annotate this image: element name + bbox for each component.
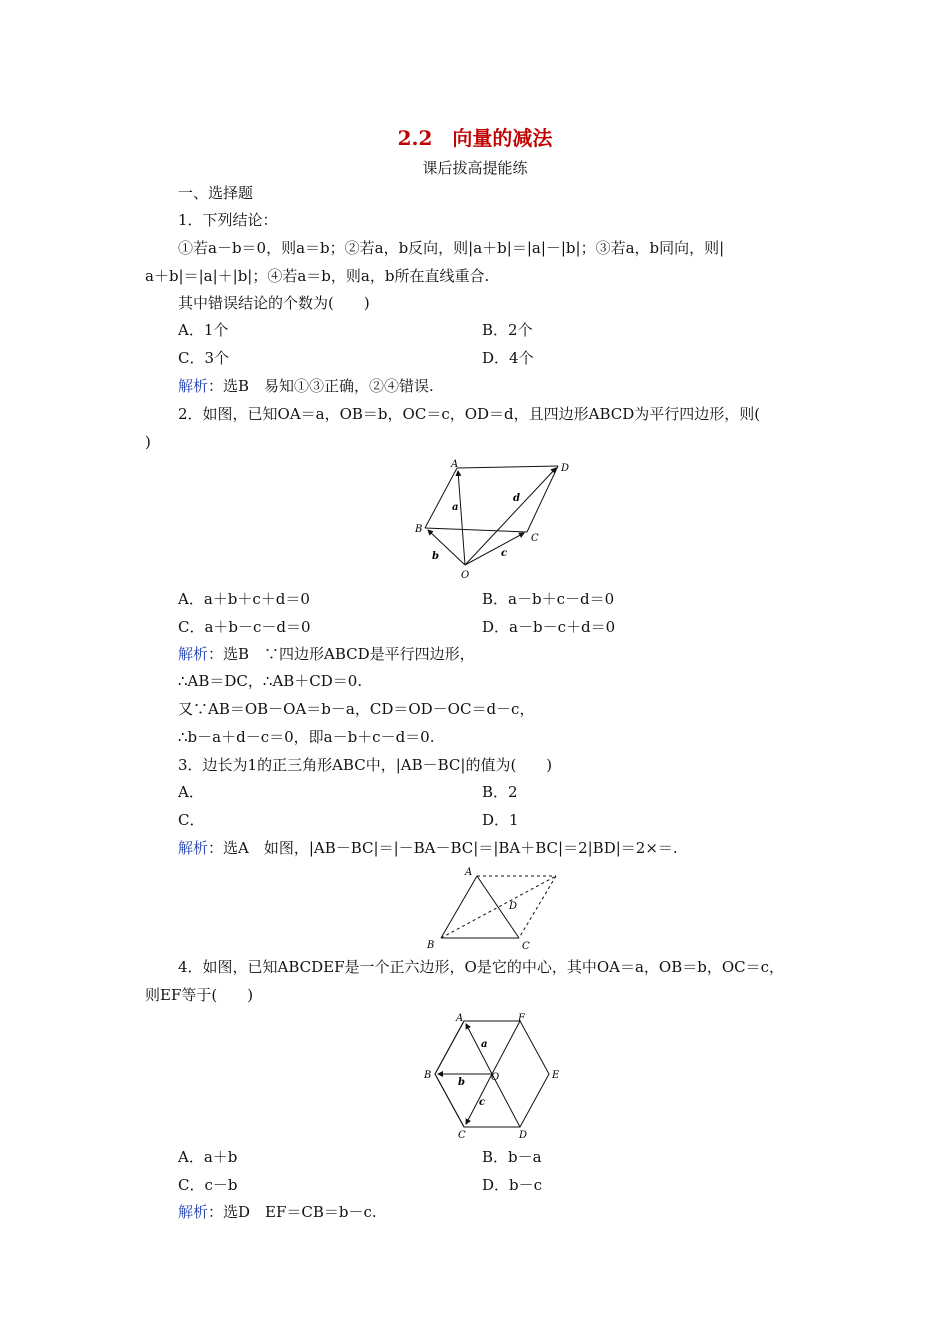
answer-label: 解析 — [178, 1203, 209, 1221]
q4-figure — [420, 1010, 570, 1142]
q2-answer — [178, 644, 475, 664]
q1-answer — [178, 376, 434, 396]
q1-option-d: D．4个 — [482, 349, 534, 367]
q2-fig-vector-d: d — [513, 493, 520, 504]
q4-fig-label-c: C — [458, 1130, 466, 1141]
section-heading: 一、选择题 — [178, 184, 254, 202]
q2-option-c: C．a＋b－c－d＝0 — [178, 618, 311, 636]
q4-fig-label-d: D — [519, 1130, 528, 1141]
answer-label: 解析 — [178, 645, 209, 663]
q4-option-d: D．b－c — [482, 1176, 543, 1194]
q4-fig-label-a: A — [456, 1013, 464, 1024]
q4-fig-vector-b: b — [458, 1077, 465, 1088]
q1-line1: ①若a－b＝0，则a＝b；②若a，b反向，则|a＋b|＝|a|－|b|；③若a，b同向，则| — [178, 239, 725, 257]
q1-option-b: B．2个 — [482, 321, 533, 339]
q2-fig-label-a-point: A — [451, 459, 459, 470]
q4-answer — [178, 1202, 377, 1222]
q1-option-a: A．1个 — [178, 321, 229, 339]
q2-fig-label-b-point: B — [415, 524, 423, 535]
q1-option-c: C．3个 — [178, 349, 230, 367]
q4-fig-label-o: O — [491, 1072, 500, 1083]
page-subtitle: 课后拔高提能练 — [422, 159, 528, 177]
answer-text: ：选A 如图，|AB－BC|＝|－BA－BC|＝|BA＋BC|＝2|BD|＝2×＝. — [208, 839, 678, 857]
q4-fig-vector-a: a — [481, 1039, 488, 1050]
q4-fig-label-b: B — [424, 1070, 432, 1081]
q2-fig-label-c-point: C — [531, 533, 539, 544]
q1-stem: 1．下列结论： — [178, 211, 278, 229]
q2-fig-label-d-point: D — [561, 463, 570, 474]
q4-option-b: B．b－a — [482, 1148, 542, 1166]
answer-text: ：选B 易知①③正确，②④错误. — [208, 377, 434, 395]
q2-solution-line1: ∴AB＝DC，∴AB＋CD＝0. — [178, 672, 363, 690]
q2-solution-line2: 又∵AB＝OB－OA＝b－a，CD＝OD－OC＝d－c， — [178, 700, 535, 718]
q4-fig-label-e: E — [552, 1070, 560, 1081]
q2-figure — [405, 455, 580, 585]
q3-option-b: B．2 — [482, 783, 518, 801]
q2-stem-line2: ) — [145, 433, 151, 451]
q3-fig-label-b: B — [427, 940, 435, 951]
q3-fig-label-d: D — [509, 901, 518, 912]
q3-stem: 3．边长为1的正三角形ABC中，|AB－BC|的值为( ) — [178, 756, 553, 774]
q3-fig-label-a: A — [465, 867, 473, 878]
q2-option-b: B．a－b＋c－d＝0 — [482, 590, 615, 608]
q3-option-a: A． — [178, 783, 204, 801]
answer-label: 解析 — [178, 839, 209, 857]
answer-text: ：选B ∵四边形ABCD是平行四边形， — [208, 645, 475, 663]
q3-option-c: C． — [178, 811, 205, 829]
q4-option-a: A．a＋b — [178, 1148, 238, 1166]
q2-option-a: A．a＋b＋c＋d＝0 — [178, 590, 310, 608]
q2-fig-vector-b: b — [432, 551, 439, 562]
answer-label: 解析 — [178, 377, 209, 395]
q4-fig-label-f: F — [518, 1013, 525, 1024]
q1-line2: a＋b|＝|a|＋|b|；④若a＝b，则a，b所在直线重合. — [145, 267, 490, 285]
q2-option-d: D．a－b－c＋d＝0 — [482, 618, 616, 636]
q3-fig-label-c: C — [522, 941, 530, 952]
q4-stem-line1: 4．如图，已知ABCDEF是一个正六边形，O是它的中心，其中OA＝a，OB＝b，OC＝c， — [178, 958, 785, 976]
q2-solution-line3: ∴b－a＋d－c＝0，即a－b＋c－d＝0. — [178, 728, 435, 746]
page-title: 2.2 向量的减法 — [397, 126, 553, 150]
q3-answer — [178, 838, 678, 858]
q3-option-d: D．1 — [482, 811, 519, 829]
q3-figure — [423, 862, 568, 954]
answer-text: ：选D EF＝CB＝b－c. — [208, 1203, 377, 1221]
q4-fig-vector-c: c — [479, 1097, 486, 1108]
q4-option-c: C．c－b — [178, 1176, 238, 1194]
q1-line3: 其中错误结论的个数为( ) — [178, 294, 370, 312]
q4-stem-line2: 则EF等于( ) — [145, 986, 254, 1004]
q2-fig-vector-c: c — [501, 548, 508, 559]
q2-fig-vector-a: a — [452, 502, 459, 513]
q2-stem-line1: 2．如图，已知OA＝a，OB＝b，OC＝c，OD＝d，且四边形ABCD为平行四边形，则( — [178, 405, 761, 423]
q2-fig-label-o-point: O — [461, 570, 470, 581]
